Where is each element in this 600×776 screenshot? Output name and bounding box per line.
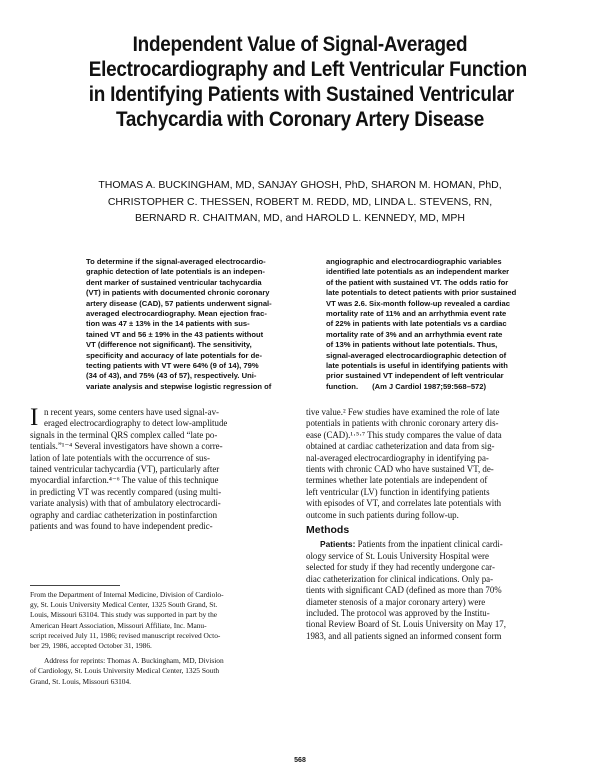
drop-cap: I (30, 404, 39, 431)
abstract-line: tained VT and 56 ± 19% in the 43 patients without (86, 329, 264, 339)
body-line: signals in the terminal QRS complex called “late po- (30, 429, 218, 440)
footnote-divider (30, 585, 120, 586)
abstract-line: late potentials is useful in identifying patients with (326, 361, 508, 371)
body-line: tentials.”¹⁻⁴ Several investigators have shown a corre- (30, 441, 223, 452)
body-line: included. The protocol was approved by the Institu- (306, 607, 490, 618)
body-line: ography and cardiac catheterization in postinfarction (30, 509, 218, 520)
body-right-column (306, 407, 570, 642)
abstract-line: specificity and accuracy of late potentials for de- (86, 350, 262, 360)
body-line: variate analysis) with that of ambulatory electrocardi- (30, 498, 221, 509)
body-line: ology service of St. Louis University Hospital were (306, 550, 489, 561)
abstract-line: late potentials to detect patients with prior sustained (326, 288, 517, 298)
body-line: tained ventricular tachycardia (VT), particularly after (30, 464, 220, 475)
abstract-line: of 13% in patients without late potentials. Thus, (326, 340, 498, 350)
body-line: ease (CAD).¹·⁵·⁷ This study compares the value of data (306, 429, 502, 440)
body-line: in predicting VT was recently compared (using multi- (30, 486, 222, 497)
author-list (40, 177, 560, 227)
journal-citation: (Am J Cardiol 1987;59:568–572) (372, 381, 487, 391)
abstract-line: mortality rate of 11% and an arrhythmia event rate (326, 309, 507, 319)
abstract-line: of the patient with sustained VT. The odds ratio for (326, 277, 509, 287)
body-line: tients with significant CAD (defined as more than 70% (306, 585, 502, 596)
body-line: n recent years, some centers have used signal-av- (44, 407, 219, 417)
footnote-line: script received July 11, 1986; revised manuscript received Octo- (30, 630, 221, 640)
abstract-line: To determine if the signal-averaged electrocardio- (86, 257, 266, 266)
body-line: lation of late potentials with the occurrence of sus- (30, 452, 210, 463)
body-line: left ventricular (LV) function in identifying patients (306, 486, 490, 497)
author-line: BERNARD R. CHAITMAN, MD, and HAROLD L. KENNEDY, MD, MPH (134, 212, 466, 224)
title-line: in Identifying Patients with Sustained Ventricular (88, 82, 514, 106)
body-line: tional Review Board of St. Louis University on May 17, (306, 619, 506, 630)
title-line: Independent Value of Signal-Averaged (132, 32, 468, 56)
abstract-line: of 22% in patients with late potentials vs a cardiac (326, 319, 507, 329)
title-line: Tachycardia with Coronary Artery Disease (115, 107, 484, 131)
body-line: 1983, and all patients signed an informed consent form (306, 630, 502, 641)
title-line: Electrocardiography and Left Ventricular Function (88, 57, 527, 81)
body-line: potentials in patients with chronic coronary artery dis- (306, 418, 499, 429)
abstract-line: angiographic and electrocardiographic variables (326, 257, 502, 266)
abstract-line: prior sustained VT independent of left ventricular (326, 371, 504, 381)
body-line: diameter stenosis of a major coronary artery) were (306, 596, 486, 607)
abstract-line: function. (326, 381, 359, 391)
body-line: Patients from the inpatient clinical cardi- (355, 539, 503, 550)
body-line: tive value.² Few studies have examined the role of late (306, 407, 500, 417)
abstract-line: tion was 47 ± 13% in the 14 patients with sus- (86, 319, 250, 329)
abstract-line: graphic detection of late potentials is an indepen- (86, 267, 265, 277)
reprint-address-line: of Cardiology, St. Louis University Medical Center, 1325 South (30, 666, 220, 676)
footnote-line: Louis, Missouri 63104. This study was supported in part by the (30, 610, 218, 620)
body-line: selected for study if they had recently undergone car- (306, 562, 495, 573)
abstract-line: (VT) in patients with documented chronic coronary (86, 288, 270, 298)
page-number: 568 (294, 757, 306, 764)
abstract-line: identified late potentials as an independent marker (326, 267, 510, 277)
article-title (88, 32, 527, 132)
author-line: CHRISTOPHER C. THESSEN, ROBERT M. REDD, MD, LINDA L. STEVENS, RN, (107, 195, 493, 208)
footnote-line: From the Department of Internal Medicine, Division of Cardiolo- (30, 590, 224, 599)
body-line: myocardial infarction.⁴⁻⁶ The value of this technique (30, 475, 219, 486)
body-left-column (30, 404, 300, 532)
footnote-line: ber 29, 1986, accepted October 31, 1986. (30, 641, 152, 651)
intro-opening (30, 404, 300, 431)
abstract-line: VT was 2.6. Six-month follow-up revealed a cardiac (326, 298, 510, 308)
body-line: eraged electrocardiography to detect low-amplitude (44, 418, 228, 429)
patients-paragraph-start (306, 539, 570, 550)
body-line: with episodes of VT, and correlates late potentials with (306, 498, 502, 509)
body-line: tients with chronic CAD who have sustained VT, de- (306, 464, 494, 475)
body-line: diac catheterization for clinical indications. Only pa- (306, 573, 494, 584)
body-line: nal-averaged electrocardiography in identifying pa- (306, 452, 489, 463)
abstract-right-column (326, 257, 560, 392)
author-line: THOMAS A. BUCKINGHAM, MD, SANJAY GHOSH, PhD, SHARON M. HOMAN, PhD, (98, 179, 502, 191)
section-heading-methods: Methods (306, 524, 350, 537)
body-line: obtained at cardiac catheterization and data from sig- (306, 441, 495, 452)
abstract-line: artery disease (CAD), 57 patients underwent signal- (86, 298, 272, 308)
reprint-address-line: Address for reprints: Thomas A. Buckingham, MD, Division (44, 656, 224, 666)
abstract-left-column (86, 257, 314, 392)
footnote-line: American Heart Association, Missouri Affiliate, Inc. Manu- (30, 620, 207, 630)
reprint-address-line: Grand, St. Louis, Missouri 63104. (30, 676, 132, 686)
abstract-line: averaged electrocardiography. Mean ejection frac- (86, 309, 267, 319)
footnote (30, 590, 300, 687)
body-line: patients and was found to have independent predic- (30, 521, 213, 532)
abstract-line: dent marker of sustained ventricular tachycardia (86, 277, 262, 287)
body-line: outcome in such patients during follow-up. (306, 509, 459, 520)
abstract-line: VT (difference not significant). The sensitivity, (86, 340, 252, 350)
abstract-line: (34 of 43), and 75% (43 of 57), respectively. Uni- (86, 371, 257, 381)
body-line: termines whether late potentials are independent of (306, 475, 488, 486)
abstract-line: mortality rate of 3% and an arrhythmia event rate (326, 329, 503, 339)
abstract-line: tecting patients with VT were 64% (9 of 14), 79% (86, 361, 259, 371)
run-in-heading: Patients: (320, 539, 356, 550)
abstract-last-line (326, 382, 560, 392)
abstract-line: signal-averaged electrocardiographic detection of (326, 350, 507, 360)
footnote-line: gy, St. Louis University Medical Center, 1325 South Grand, St. (30, 600, 218, 610)
abstract-line: variate analysis and stepwise logistic regression of (86, 381, 272, 391)
